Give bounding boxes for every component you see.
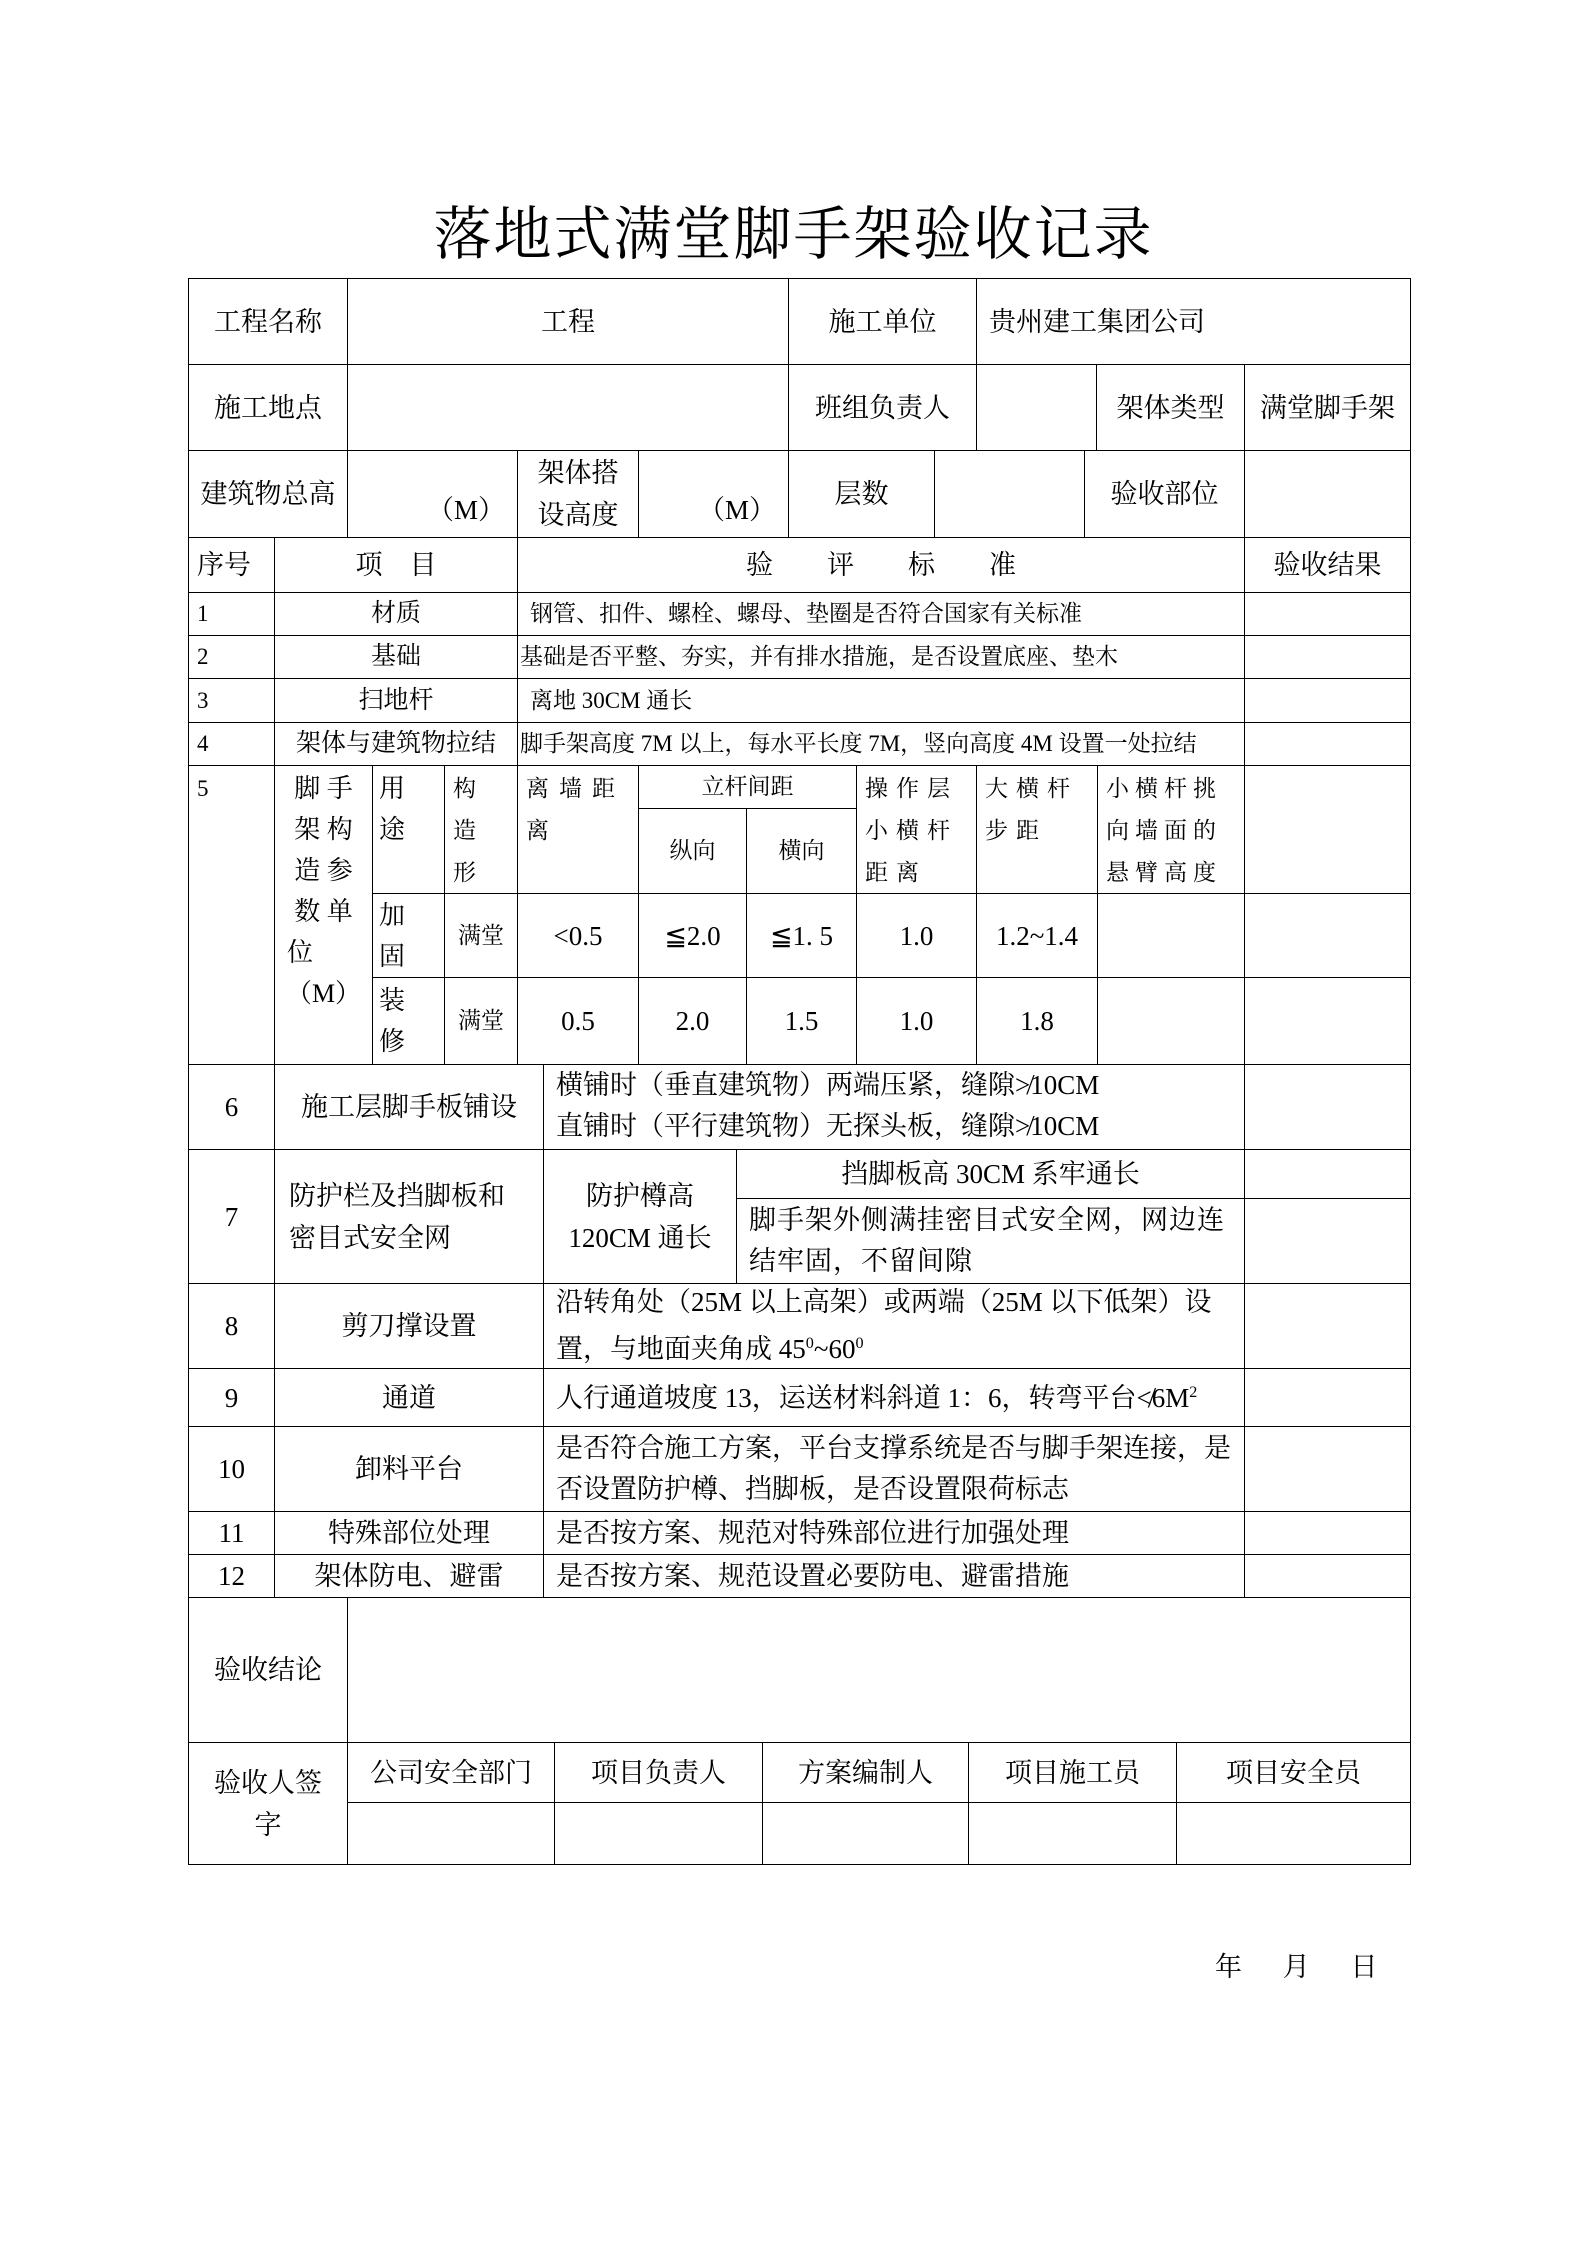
row5-wall-b — [517, 977, 639, 1065]
item-text: 材质 — [370, 600, 421, 627]
label-text: 设高度 — [537, 500, 619, 530]
row5-col-big-bar — [976, 765, 1098, 894]
wall-text: 0.5 — [561, 1006, 595, 1036]
standard-text: 是否符合施工方案，平台支撑系统是否与脚手架连接，是否设置防护樽、挡脚板，是否设置限荷标志 — [556, 1433, 1231, 1504]
row12-result[interactable] — [1244, 1554, 1411, 1598]
header-text: 序号 — [197, 550, 251, 580]
form-text: 满堂 — [458, 1008, 504, 1033]
row3-item — [274, 678, 518, 723]
degree-sup: 0 — [805, 1334, 814, 1352]
use-text: 加固 — [379, 900, 406, 971]
building-height-label — [188, 450, 348, 538]
label-text: 班组负责人 — [815, 392, 950, 423]
row5-header-result[interactable] — [1244, 765, 1411, 894]
degree-sup: 0 — [855, 1334, 864, 1352]
signature-role-4 — [968, 1742, 1177, 1803]
row3-result[interactable] — [1244, 678, 1411, 723]
date-month-label: 月 — [1282, 1952, 1310, 1982]
header-text: 大横杆步距 — [985, 776, 1078, 843]
row5-form-a — [444, 893, 518, 978]
conclusion-field[interactable] — [347, 1597, 1411, 1743]
header-text: 构造形 — [453, 776, 484, 885]
role-text: 项目安全员 — [1226, 1757, 1361, 1788]
label-text: 工程名称 — [214, 306, 322, 337]
row4-item — [274, 722, 518, 766]
row5-col-cantilever — [1097, 765, 1245, 894]
no-text: 9 — [224, 1382, 239, 1413]
use-text: 装修 — [379, 986, 406, 1056]
item-text: 施工层脚手板铺设 — [301, 1092, 517, 1122]
header-standard — [517, 537, 1245, 593]
standard-text: 离地 30CM 通长 — [530, 687, 693, 713]
row11-item — [274, 1511, 544, 1555]
contractor-label — [788, 278, 977, 365]
site-label — [188, 364, 348, 451]
header-text: 纵向 — [669, 838, 716, 863]
header-text: 离墙距离 — [526, 776, 625, 843]
date-day-label: 日 — [1350, 1952, 1378, 1982]
signature-field-2[interactable] — [554, 1802, 763, 1865]
row7-no — [188, 1149, 275, 1284]
row5-trans-a — [746, 893, 857, 978]
row5-big-bar-b — [976, 977, 1098, 1065]
row12-standard — [543, 1554, 1245, 1598]
signature-label — [188, 1742, 348, 1865]
header-item — [274, 537, 518, 593]
value-text: 工程 — [541, 306, 595, 337]
row4-result[interactable] — [1244, 722, 1411, 766]
row9-result[interactable] — [1244, 1368, 1411, 1427]
row2-item — [274, 635, 518, 679]
frame-type-field[interactable] — [1244, 364, 1411, 451]
date-year-label: 年 — [1215, 1952, 1242, 1982]
row5-col-use — [372, 765, 445, 894]
item-text: 通道 — [382, 1382, 436, 1413]
guard-text: 防护樽高120CM 通长 — [568, 1180, 712, 1253]
row8-item — [274, 1283, 544, 1369]
row8-result[interactable] — [1244, 1283, 1411, 1369]
row1-item — [274, 592, 518, 636]
standard-text — [556, 1371, 1197, 1419]
row5-use-a — [372, 893, 445, 978]
row2-result[interactable] — [1244, 635, 1411, 679]
signature-field-1[interactable] — [347, 1802, 555, 1865]
no-text: 1 — [197, 601, 209, 626]
item-text: 基础 — [370, 643, 421, 670]
wall-text: <0.5 — [553, 920, 603, 951]
site-field[interactable] — [347, 364, 789, 451]
standard-line: 直铺时（平行建筑物）无探头板，缝隙≯10CM — [556, 1111, 1100, 1141]
standard-text: 钢管、扣件、螺栓、螺母、垫圈是否符合国家有关标准 — [530, 601, 1082, 626]
label-text: 架体类型 — [1116, 392, 1225, 423]
header-text: 项 目 — [355, 550, 437, 580]
floors-field[interactable] — [934, 450, 1085, 538]
label-text: 验收人签字 — [214, 1767, 322, 1840]
trans-text: 1.5 — [784, 1006, 819, 1036]
label-text: 施工单位 — [828, 306, 937, 337]
row5-trans-b — [746, 977, 857, 1065]
signature-field-5[interactable] — [1176, 1802, 1411, 1865]
item-text: 防护栏及挡脚板和密目式安全网 — [289, 1180, 505, 1253]
row4-standard — [517, 722, 1245, 766]
row7-net — [736, 1198, 1245, 1284]
row4-no — [188, 722, 275, 766]
item-text: 卸料平台 — [355, 1454, 463, 1484]
row3-standard — [517, 678, 1245, 723]
row9-no — [188, 1368, 275, 1427]
item-text: 特殊部位处理 — [328, 1518, 490, 1548]
row7-item — [274, 1149, 544, 1284]
row5-use-b — [372, 977, 445, 1065]
long-text: 2.0 — [675, 1006, 710, 1036]
row6-item — [274, 1064, 544, 1150]
header-text: 小横杆挑向墙面的悬臂高度 — [1106, 776, 1222, 885]
header-text: 用途 — [379, 774, 406, 844]
inspect-part-label — [1084, 450, 1245, 538]
header-text: 验 评 标 准 — [746, 550, 1016, 580]
header-text: 立杆间距 — [701, 774, 794, 799]
item-line: 数 单 — [294, 897, 353, 926]
row9-item — [274, 1368, 544, 1427]
row5-small-bar-a — [856, 893, 977, 978]
small-bar-text: 1.0 — [899, 920, 934, 951]
row5-no — [188, 765, 275, 1065]
no-text: 2 — [197, 644, 209, 669]
big-bar-text: 1.8 — [1020, 1006, 1054, 1036]
standard-text — [556, 1282, 1232, 1370]
signature-role-2 — [554, 1742, 763, 1803]
row6-standard — [543, 1064, 1245, 1150]
row5-cantilever-a[interactable] — [1097, 893, 1245, 978]
row9-standard — [543, 1368, 1245, 1427]
unit-text: （M） — [426, 495, 505, 525]
row7-result-a[interactable] — [1244, 1149, 1411, 1199]
standard-part: 沿转角处（25M 以上高架）或两端（25M 以下低架）设置，与地面夹角成 45 — [556, 1287, 1212, 1364]
item-line: 脚 手 — [294, 774, 353, 803]
item-text: 架体防电、避雷 — [314, 1561, 504, 1591]
row1-result[interactable] — [1244, 592, 1411, 636]
header-text: 横向 — [778, 838, 825, 863]
team-leader-label — [788, 364, 977, 451]
floors-label — [788, 450, 935, 538]
row10-standard — [543, 1426, 1245, 1512]
no-text: 6 — [224, 1092, 239, 1122]
item-text: 扫地杆 — [358, 686, 434, 714]
row11-standard — [543, 1511, 1245, 1555]
row8-standard — [543, 1283, 1245, 1369]
label-text: 建筑物总高 — [200, 479, 336, 509]
signature-role-3 — [762, 1742, 969, 1803]
no-text: 5 — [197, 776, 209, 801]
value-text: 满堂脚手架 — [1260, 392, 1395, 423]
row6-result[interactable] — [1244, 1064, 1411, 1150]
project-name-label — [188, 278, 348, 365]
no-text: 3 — [197, 687, 209, 713]
no-text: 11 — [218, 1518, 245, 1548]
row5-cantilever-b[interactable] — [1097, 977, 1245, 1065]
item-line: （M） — [285, 979, 362, 1008]
row1-standard — [517, 592, 1245, 636]
label-text: 施工地点 — [214, 392, 322, 423]
frame-height-field[interactable] — [638, 450, 789, 538]
contractor-field[interactable] — [976, 278, 1411, 365]
row5-long-b — [638, 977, 747, 1065]
row5-small-bar-b — [856, 977, 977, 1065]
row11-result[interactable] — [1244, 1511, 1411, 1555]
long-text: ≦2.0 — [664, 920, 721, 951]
label-text: 层数 — [834, 479, 889, 509]
frame-height-label — [517, 450, 639, 538]
label-text: 架体搭 — [537, 458, 619, 488]
row2-no — [188, 635, 275, 679]
row5-col-small-bar — [856, 765, 977, 894]
item-line: 位 — [287, 938, 314, 967]
signature-role-1 — [347, 1742, 555, 1803]
row5-item — [274, 765, 373, 1065]
row6-no — [188, 1064, 275, 1150]
role-text: 方案编制人 — [798, 1757, 933, 1788]
trans-text: ≦1. 5 — [769, 920, 834, 951]
standard-text: 基础是否平整、夯实，并有排水措施，是否设置底座、垫木 — [520, 644, 1118, 669]
standard-text: 脚手架高度 7M 以上，每水平长度 7M，竖向高度 4M 设置一处拉结 — [520, 731, 1197, 756]
row7-result-b[interactable] — [1244, 1198, 1411, 1284]
label-text: 验收结论 — [214, 1655, 322, 1685]
conclusion-label — [188, 1597, 348, 1743]
role-text: 项目负责人 — [591, 1757, 726, 1788]
row5-col-form — [444, 765, 518, 894]
standard-text: 是否按方案、规范设置必要防电、避雷措施 — [556, 1561, 1069, 1591]
value-text: 贵州建工集团公司 — [989, 306, 1205, 337]
row5-wall-a — [517, 893, 639, 978]
inspect-part-field[interactable] — [1244, 450, 1411, 538]
row10-item — [274, 1426, 544, 1512]
row5-result-b[interactable] — [1244, 977, 1411, 1065]
row12-item — [274, 1554, 544, 1598]
row8-no — [188, 1283, 275, 1369]
row3-no — [188, 678, 275, 723]
standard-line: 横铺时（垂直建筑物）两端压紧，缝隙≯10CM — [556, 1070, 1100, 1100]
signature-role-5 — [1176, 1742, 1411, 1803]
item-line: 架 构 — [294, 815, 353, 844]
row5-form-b — [444, 977, 518, 1065]
label-text: 验收部位 — [1110, 479, 1219, 509]
standard-part: 人行通道坡度 13，运送材料斜道 1：6，转弯平台≮6M — [556, 1383, 1190, 1413]
no-text: 7 — [224, 1201, 239, 1232]
form-text: 满堂 — [458, 922, 504, 948]
row5-col-pole — [638, 765, 857, 809]
row7-toe-board — [736, 1149, 1245, 1199]
team-leader-field[interactable] — [976, 364, 1097, 451]
no-text: 8 — [224, 1311, 239, 1341]
no-text: 4 — [197, 731, 209, 756]
signature-field-3[interactable] — [762, 1802, 969, 1865]
big-bar-text: 1.2~1.4 — [995, 920, 1079, 951]
project-name-field[interactable] — [347, 278, 789, 365]
header-text: 验收结果 — [1273, 550, 1382, 580]
row5-col-wall — [517, 765, 639, 894]
signature-field-4[interactable] — [968, 1802, 1177, 1865]
row11-no — [188, 1511, 275, 1555]
item-text: 架体与建筑物拉结 — [295, 730, 496, 757]
document-title: 落地式满堂脚手架验收记录 — [433, 202, 1154, 267]
header-text: 操作层小横杆距离 — [865, 776, 958, 885]
row5-big-bar-a — [976, 893, 1098, 978]
row2-standard — [517, 635, 1245, 679]
no-text: 10 — [218, 1454, 245, 1484]
unit-text: （M） — [697, 495, 776, 525]
role-text: 公司安全部门 — [370, 1757, 532, 1788]
row12-no — [188, 1554, 275, 1598]
row10-result[interactable] — [1244, 1426, 1411, 1512]
square-sup: 2 — [1189, 1383, 1198, 1401]
header-result — [1244, 537, 1411, 593]
toe-board-text: 挡脚板高 30CM 系牢通长 — [841, 1159, 1140, 1189]
standard-text: 是否按方案、规范对特殊部位进行加强处理 — [556, 1518, 1069, 1548]
standard-part: ~60 — [813, 1334, 856, 1364]
row5-col-pole-long — [638, 808, 747, 894]
item-line: 造 参 — [294, 856, 353, 885]
date-line — [1215, 1945, 1412, 1984]
row5-result-a[interactable] — [1244, 893, 1411, 978]
net-text: 脚手架外侧满挂密目式安全网，网边连结牢固，不留间隙 — [749, 1205, 1225, 1276]
no-text: 12 — [218, 1561, 245, 1591]
row5-long-a — [638, 893, 747, 978]
row10-no — [188, 1426, 275, 1512]
frame-type-label — [1096, 364, 1245, 451]
row5-col-pole-trans — [746, 808, 857, 894]
header-no — [188, 537, 275, 593]
role-text: 项目施工员 — [1005, 1757, 1140, 1788]
small-bar-text: 1.0 — [899, 1006, 934, 1036]
item-text: 剪刀撑设置 — [341, 1311, 477, 1341]
row7-guard — [543, 1149, 737, 1284]
building-height-field[interactable] — [347, 450, 518, 538]
row1-no — [188, 592, 275, 636]
